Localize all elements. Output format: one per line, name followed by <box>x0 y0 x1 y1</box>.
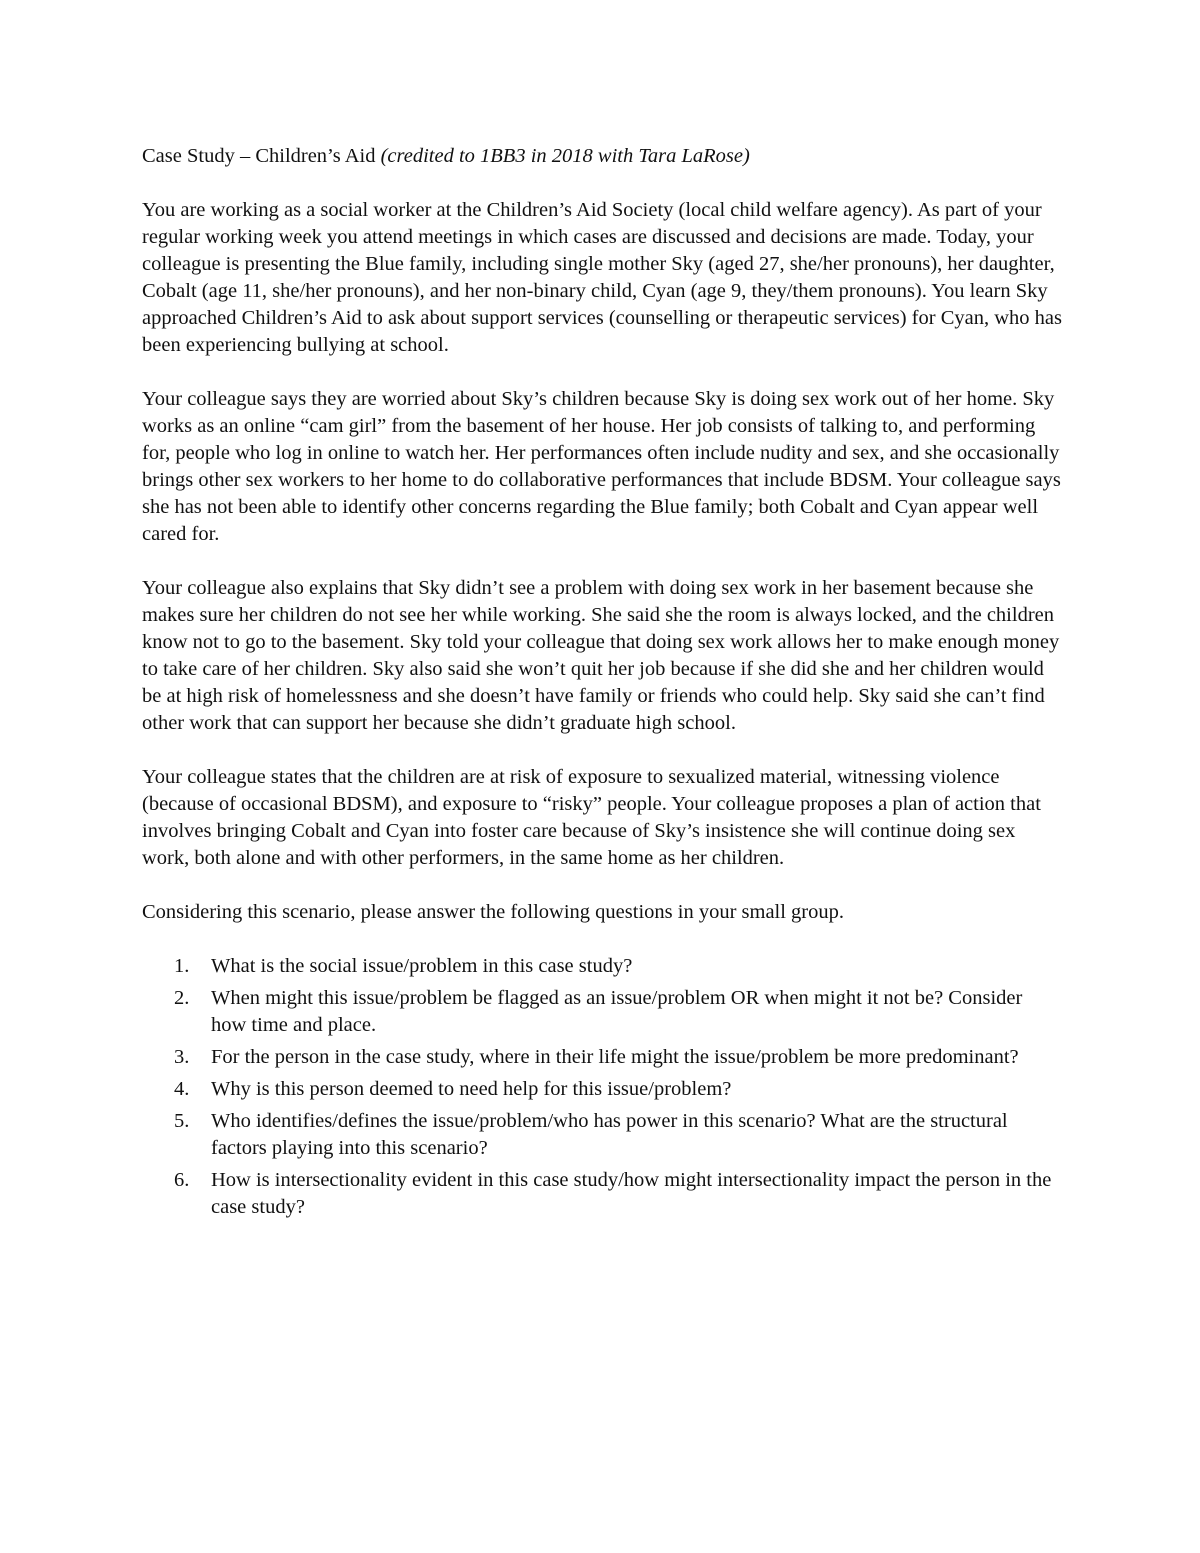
question-text: What is the social issue/problem in this case study? <box>211 955 633 977</box>
question-number: 6. <box>174 1169 190 1191</box>
question-text: When might this issue/problem be flagged as an issue/problem OR when might it not be? Consider how time and place. <box>211 987 1023 1036</box>
question-number: 1. <box>174 955 190 977</box>
paragraph-concerns: Your colleague says they are worried about Sky’s children because Sky is doing sex work out of her home. Sky works as an online “cam girl” from the basement of her house. Her job consists of talking to, and performing for, people who log in online to watch her. Her performances often include nudity and sex, and she occasionally brings other sex workers to her home to do collaborative performances that include BDSM. Your colleague says she has not been able to identify other concerns regarding the Blue family; both Cobalt and Cyan appear well cared for. <box>142 388 1061 545</box>
question-item <box>142 953 1062 980</box>
document-title <box>142 143 1062 170</box>
question-text: Who identifies/defines the issue/problem/who has power in this scenario? What are the structural factors playing into this scenario? <box>211 1110 1008 1159</box>
question-item <box>142 1044 1062 1071</box>
question-item <box>142 1167 1062 1221</box>
question-number: 2. <box>174 987 190 1009</box>
question-text: For the person in the case study, where in their life might the issue/problem be more predominant? <box>211 1046 1019 1068</box>
document-page <box>142 143 1062 1226</box>
question-item <box>142 985 1062 1039</box>
paragraph-proposal: Your colleague states that the children are at risk of exposure to sexualized material, witnessing violence (because of occasional BDSM), and exposure to “risky” people. Your colleague proposes a plan of action that involves bringing Cobalt and Cyan into foster care because of Sky’s insistence she will continue doing sex work, both alone and with other performers, in the same home as her children. <box>142 766 1041 869</box>
paragraph-instructions: Considering this scenario, please answer the following questions in your small group. <box>142 901 845 923</box>
question-text: Why is this person deemed to need help for this issue/problem? <box>211 1078 732 1100</box>
paragraph-intro: You are working as a social worker at the Children’s Aid Society (local child welfare agency). As part of your regular working week you attend meetings in which cases are discussed and decisions are made. Today, your colleague is presenting the Blue family, including single mother Sky (aged 27, she/her pronouns), her daughter, Cobalt (age 11, she/her pronouns), and her non-binary child, Cyan (age 9, they/them pronouns). You learn Sky approached Children’s Aid to ask about support services (counselling or therapeutic services) for Cyan, who has been experiencing bullying at school. <box>142 199 1062 356</box>
question-item <box>142 1076 1062 1103</box>
question-number: 4. <box>174 1078 190 1100</box>
title-text: Case Study – Children’s Aid <box>142 145 376 167</box>
question-text: How is intersectionality evident in this case study/how might intersectionality impact the person in the case study? <box>211 1169 1052 1218</box>
title-credit: (credited to 1BB3 in 2018 with Tara LaRose) <box>380 145 750 167</box>
question-number: 5. <box>174 1110 190 1132</box>
paragraph-explanation: Your colleague also explains that Sky didn’t see a problem with doing sex work in her basement because she makes sure her children do not see her while working. She said she the room is always locked, and the children know not to go to the basement. Sky told your colleague that doing sex work allows her to make enough money to take care of her children. Sky also said she won’t quit her job because if she did she and her children would be at high risk of homelessness and she doesn’t have family or friends who could help. Sky said she can’t find other work that can support her because she didn’t graduate high school. <box>142 577 1060 734</box>
question-item <box>142 1108 1062 1162</box>
question-list <box>142 953 1062 1221</box>
question-number: 3. <box>174 1046 190 1068</box>
